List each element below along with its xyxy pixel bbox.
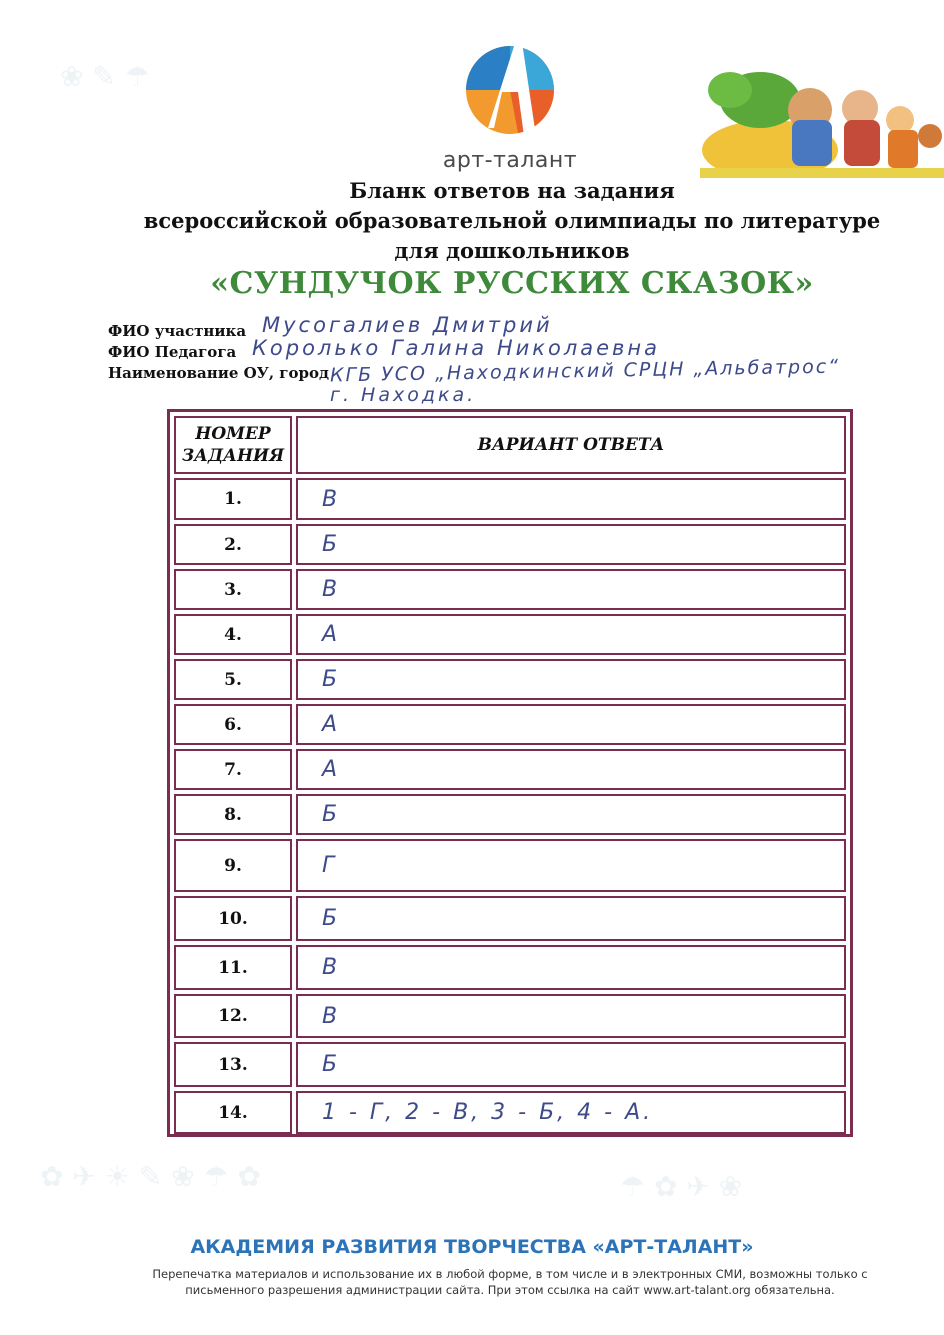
teacher-name-field[interactable]: Королько Галина Николаевна bbox=[252, 336, 661, 360]
form-title: Бланк ответов на задания bbox=[349, 178, 675, 203]
table-row bbox=[174, 896, 846, 941]
answer-cell[interactable] bbox=[296, 749, 846, 790]
handwritten-answer: В bbox=[322, 486, 341, 512]
answer-cell[interactable] bbox=[296, 794, 846, 835]
participant-name-field[interactable]: Мусогалиев Дмитрий bbox=[262, 313, 553, 337]
task-number: 7. bbox=[174, 749, 292, 790]
form-subtitle-2: для дошкольников bbox=[394, 238, 630, 263]
answer-cell[interactable] bbox=[296, 1091, 846, 1134]
city-field[interactable]: г. Находка. bbox=[330, 384, 477, 406]
table-row bbox=[174, 994, 846, 1038]
handwritten-answer: Г bbox=[322, 853, 338, 878]
task-number: 9. bbox=[174, 839, 292, 892]
handwritten-answer: В bbox=[322, 577, 341, 602]
table-row bbox=[174, 1042, 846, 1087]
task-number: 8. bbox=[174, 794, 292, 835]
task-number: 14. bbox=[174, 1091, 292, 1134]
table-row bbox=[174, 749, 846, 790]
table-row bbox=[174, 704, 846, 745]
answer-cell[interactable] bbox=[296, 524, 846, 565]
table-row bbox=[174, 478, 846, 520]
background-pattern: ✿ ✈ ☀ ✎ ❀ ☂ ✿ bbox=[40, 1160, 261, 1193]
answer-cell[interactable] bbox=[296, 478, 846, 520]
fairy-tale-illustration bbox=[700, 50, 944, 178]
brand-name: арт-талант bbox=[442, 148, 578, 173]
task-number: 12. bbox=[174, 994, 292, 1038]
answer-cell[interactable] bbox=[296, 1042, 846, 1087]
organization-label: Наименование ОУ, город bbox=[108, 364, 329, 382]
answer-cell[interactable] bbox=[296, 896, 846, 941]
task-number: 5. bbox=[174, 659, 292, 700]
table-row bbox=[174, 839, 846, 892]
handwritten-answer: Б bbox=[322, 667, 341, 692]
organization-field[interactable]: КГБ УСО „Находкинский СРЦН „Альбатрос“ bbox=[329, 355, 841, 387]
handwritten-answer: Б bbox=[322, 1052, 341, 1077]
table-row bbox=[174, 569, 846, 610]
table-row bbox=[174, 1091, 846, 1134]
handwritten-answer: А bbox=[322, 757, 341, 782]
handwritten-answer: Б bbox=[322, 532, 341, 557]
background-pattern: ❀ ✎ ☂ bbox=[60, 60, 150, 93]
handwritten-answer: В bbox=[322, 1003, 341, 1029]
header-num-line2: ЗАДАНИЯ bbox=[181, 446, 285, 466]
table-row bbox=[174, 794, 846, 835]
table-row bbox=[174, 659, 846, 700]
answer-cell[interactable] bbox=[296, 945, 846, 990]
task-number: 3. bbox=[174, 569, 292, 610]
answer-cell[interactable] bbox=[296, 614, 846, 655]
academy-name: АКАДЕМИЯ РАЗВИТИЯ ТВОРЧЕСТВА «АРТ-ТАЛАНТ» bbox=[190, 1236, 754, 1258]
answer-cell[interactable] bbox=[296, 659, 846, 700]
task-number: 13. bbox=[174, 1042, 292, 1087]
header-task-number bbox=[174, 416, 292, 474]
table-row bbox=[174, 614, 846, 655]
answer-cell[interactable] bbox=[296, 704, 846, 745]
header-answer-variant: ВАРИАНТ ОТВЕТА bbox=[296, 416, 846, 474]
handwritten-answer: Б bbox=[322, 906, 341, 931]
task-number: 10. bbox=[174, 896, 292, 941]
teacher-label: ФИО Педагога bbox=[108, 343, 237, 361]
handwritten-answer: Б bbox=[322, 802, 341, 827]
answer-cell[interactable] bbox=[296, 839, 846, 892]
copyright-note-line1: Перепечатка материалов и использование их в любой форме, в том числе и в электронных СМИ, возможны только с bbox=[152, 1267, 868, 1281]
form-subtitle: всероссийской образовательной олимпиады по литературе bbox=[143, 208, 881, 233]
copyright-note bbox=[120, 1266, 900, 1298]
handwritten-answer: 1 - Г, 2 - В, 3 - Б, 4 - А. bbox=[322, 1100, 654, 1125]
answer-table bbox=[167, 409, 853, 1137]
olympiad-name: «СУНДУЧОК РУССКИХ СКАЗОК» bbox=[210, 266, 814, 301]
handwritten-answer: А bbox=[322, 622, 341, 647]
answer-cell[interactable] bbox=[296, 569, 846, 610]
background-pattern: ☂ ✿ ✈ ❀ bbox=[620, 1170, 743, 1203]
task-number: 4. bbox=[174, 614, 292, 655]
task-number: 6. bbox=[174, 704, 292, 745]
art-talant-logo-icon bbox=[458, 32, 562, 140]
table-row bbox=[174, 945, 846, 990]
handwritten-answer: А bbox=[322, 712, 341, 737]
table-header-row bbox=[174, 416, 846, 474]
task-number: 1. bbox=[174, 478, 292, 520]
answer-cell[interactable] bbox=[296, 994, 846, 1038]
task-number: 11. bbox=[174, 945, 292, 990]
task-number: 2. bbox=[174, 524, 292, 565]
participant-label: ФИО участника bbox=[108, 322, 247, 340]
handwritten-answer: В bbox=[322, 955, 341, 980]
table-row bbox=[174, 524, 846, 565]
header-num-line1: НОМЕР bbox=[195, 424, 271, 444]
copyright-note-line2: письменного разрешения администрации сайта. При этом ссылка на сайт www.art-talant.org обязательна. bbox=[185, 1283, 835, 1297]
